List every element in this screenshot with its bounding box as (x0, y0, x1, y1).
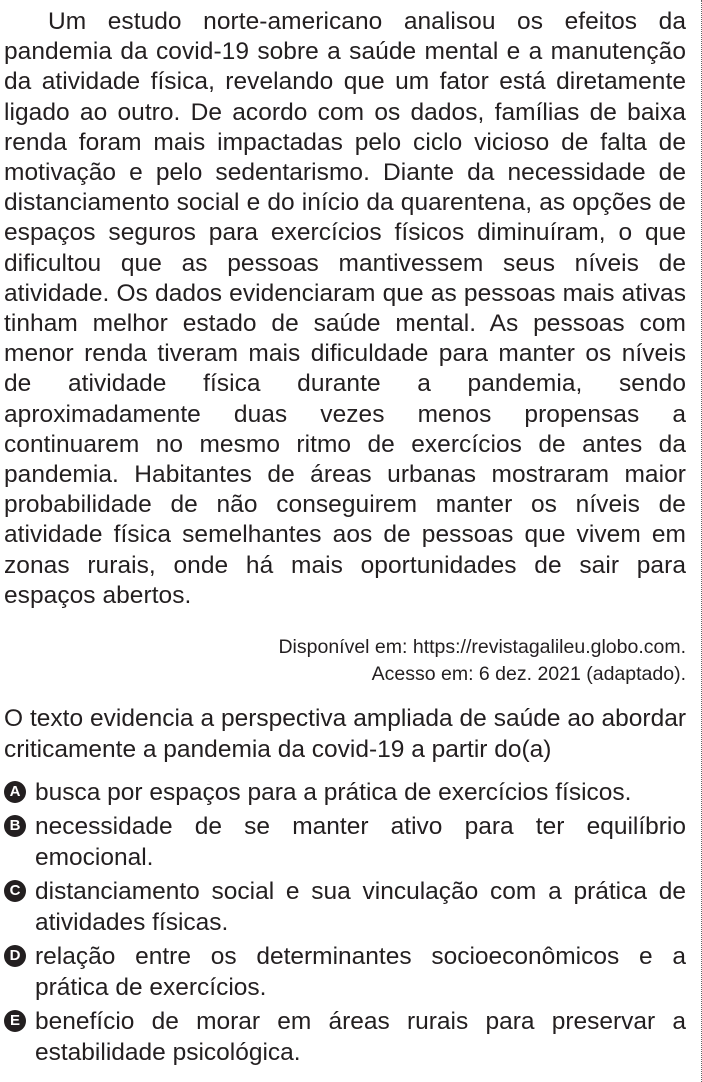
option-b-letter-badge: B (4, 815, 26, 837)
passage-text: Um estudo norte-americano analisou os efeitos da pandemia da covid-19 sobre a saúde mental e a manutenção da atividade física, revelando que um fator está diretamente ligado ao outro. De acordo com os dados, famílias de baixa renda foram mais impactadas pelo ciclo vicioso de falta de motivação e pelo sedentarismo. Diante da necessidade de distanciamento social e do início da quarentena, as opções de espaços seguros para exercícios físicos diminuíram, o que dificultou que as pessoas mantivessem seus níveis de atividade. Os dados evidenciaram que as pessoas mais ativas tinham melhor estado de saúde mental. As pessoas com menor renda tiveram mais dificuldade para manter os níveis de atividade física durante a pandemia, sendo aproximadamente duas vezes menos propensas a continuarem no mesmo ritmo de exercícios de antes da pandemia. Habitantes de áreas urbanas mostraram maior probabilidade de não conseguirem manter os níveis de atividade física semelhantes aos de pessoas que vivem em zonas rurais, onde há mais oportunidades de sair para espaços abertos. (4, 8, 686, 609)
option-b[interactable] (4, 811, 686, 873)
option-d-letter-badge: D (4, 945, 26, 967)
source-citation (86, 634, 686, 688)
source-url: Disponível em: https://revistagalileu.globo.com. (278, 636, 686, 658)
option-a[interactable] (4, 777, 686, 808)
answer-options (4, 777, 686, 1071)
option-d-text: relação entre os determinantes socioeconômicos e a prática de exercícios. (35, 943, 686, 1001)
option-d[interactable] (4, 941, 686, 1003)
question-stem: O texto evidencia a perspectiva ampliada de saúde ao abordar criticamente a pandemia da covid-19 a partir do(a) (4, 705, 686, 763)
option-c-letter-badge: C (4, 880, 26, 902)
option-e-text: benefício de morar em áreas rurais para preservar a estabilidade psicológica. (35, 1008, 686, 1066)
source-access-date: Acesso em: 6 dez. 2021 (adaptado). (371, 663, 686, 685)
option-c[interactable] (4, 876, 686, 938)
option-e-letter-badge: E (4, 1010, 26, 1032)
option-b-text: necessidade de se manter ativo para ter equilíbrio emocional. (35, 813, 686, 871)
option-a-letter-badge: A (4, 781, 26, 803)
option-e[interactable] (4, 1006, 686, 1068)
option-a-text: busca por espaços para a prática de exercícios físicos. (35, 779, 632, 806)
option-c-text: distanciamento social e sua vinculação com a prática de atividades físicas. (35, 878, 686, 936)
